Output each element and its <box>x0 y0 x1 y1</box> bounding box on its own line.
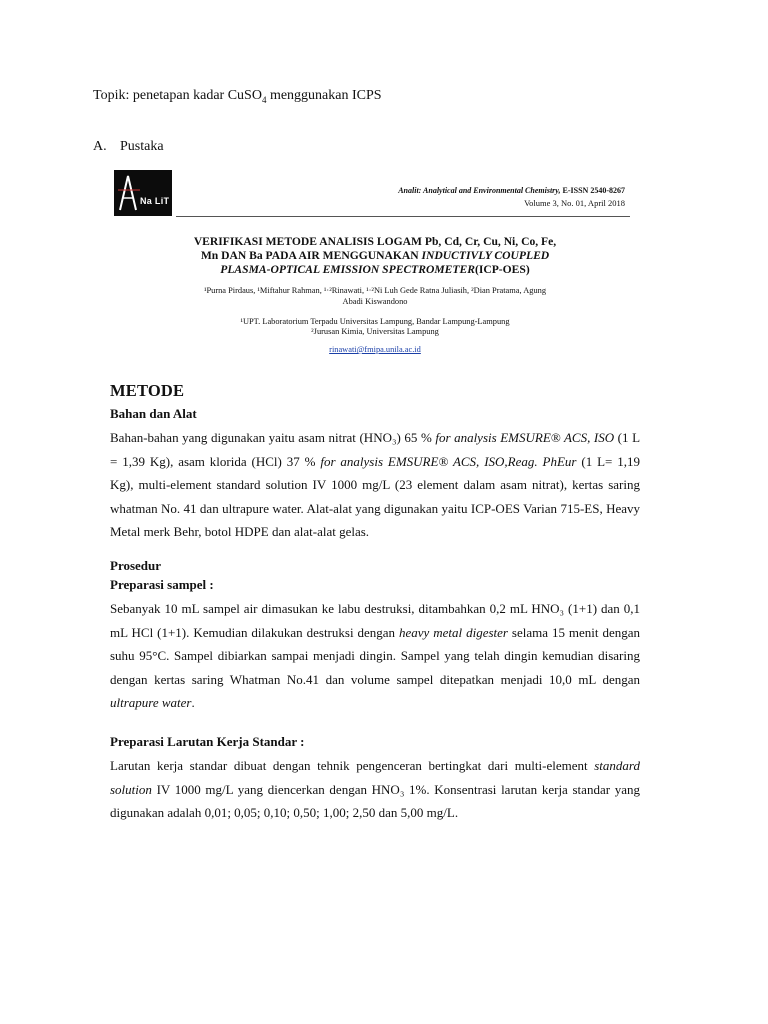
preparasi-sampel-paragraph <box>110 597 640 715</box>
section-heading <box>93 139 164 155</box>
affiliations <box>110 317 640 337</box>
prep-text-2: heavy metal digester <box>399 624 508 640</box>
journal-title: Analit: Analytical and Environmental Chemistry, <box>398 186 561 195</box>
prep-text-3: selama 15 menit dengan suhu 95°C. Sampel dibiarkan sampai menjadi dingin. Sampel yang telah dingin kemudian disaring dengan kertas saring Whatman No.41 dan volume sampel ditepatkan menjadi 10,0 mL dengan <box>110 624 640 687</box>
larutan-standar-paragraph <box>110 754 640 825</box>
journal-logo <box>114 170 172 216</box>
topic-prefix: Topik: penetapan kadar CuSO <box>93 88 262 103</box>
bahan-text-1: Bahan-bahan yang digunakan yaitu asam nitrat (HNO₃) 65 % <box>110 430 436 445</box>
title-line-2-normal: Mn DAN Ba PADA AIR MENGGUNAKAN <box>200 249 422 262</box>
authors-line-2: Abadi Kiswandono <box>342 297 408 306</box>
title-line-3 <box>110 263 640 277</box>
title-line-2 <box>110 249 640 263</box>
authors <box>110 285 640 307</box>
bahan-alat-heading: Bahan dan Alat <box>110 406 197 421</box>
topic-line <box>93 88 382 105</box>
paper-title <box>110 235 640 277</box>
std-text-3: IV 1000 mg/L yang diencerkan dengan HNO₃ 1%. Konsentrasi larutan kerja standar yang digunakan adalah 0,01; 0,05; 0,10; 0,50; 1,00; 2,50 dan 5,00 mg/L. <box>110 781 640 821</box>
prosedur-heading: Prosedur <box>110 557 162 573</box>
logo-mark-icon <box>114 170 172 216</box>
authors-line-1: ¹Purna Pirdaus, ¹Miftahur Rahman, ¹·²Rinawati, ¹·²Ni Luh Gede Ratna Juliasih, ²Dian Pratama, Agung <box>203 286 547 295</box>
bahan-text-5: for analysis EMSURE® ACS, ISO,Reag. <box>320 453 538 469</box>
title-line-3-normal: (ICP-OES) <box>474 263 530 276</box>
email-link[interactable]: rinawati@fmipa.unila.ac.id <box>329 345 421 354</box>
std-text-1: Larutan kerja standar dibuat dengan tehnik pengenceran bertingkat dari multi-element <box>110 757 595 773</box>
bahan-text-2: for analysis EMSURE® ACS, <box>435 430 591 445</box>
section-number: A. <box>93 139 107 154</box>
prep-text-4: ultrapure water <box>110 695 192 711</box>
bahan-text-4: (1 L = 1,39 Kg), asam klorida (HCl) 37 % <box>110 430 641 469</box>
title-line-1: VERIFIKASI METODE ANALISIS LOGAM Pb, Cd, Cr, Cu, Ni, Co, Fe, <box>193 235 557 248</box>
topic-suffix: menggunakan ICPS <box>266 88 382 103</box>
topic-subscript: 4 <box>261 94 267 105</box>
header-divider <box>176 216 630 217</box>
bahan-alat-paragraph <box>110 426 640 544</box>
prep-text-1: Sebanyak 10 mL sampel air dimasukan ke labu destruksi, ditambahkan 0,2 mL HNO₃ (1+1) dan 0,1 mL HCl (1+1). Kemudian dilakukan destruksi dengan <box>110 600 640 640</box>
bahan-text-7: (1 L= 1,19 Kg), multi-element standard solution IV 1000 mg/L (23 element dalam asam nitrat), kertas saring whatman No. 41 dan ultrapure water. Alat-alat yang digunakan yaitu ICP-OES Varian 715-ES, Heavy Metal merk Behr, botol HDPE dan alat-alat gelas. <box>110 453 640 540</box>
title-line-3-italic: PLASMA-OPTICAL EMISSION SPECTROMETER <box>220 263 475 276</box>
metode-heading: METODE <box>110 381 185 400</box>
journal-volume: Volume 3, No. 01, April 2018 <box>524 198 625 208</box>
affiliation-2: ²Jurusan Kimia, Universitas Lampung <box>311 327 439 336</box>
std-text-2: standard solution <box>110 757 640 797</box>
journal-header <box>110 170 640 222</box>
bahan-text-6: PhEur <box>542 453 577 469</box>
section-title: Pustaka <box>120 139 164 154</box>
prep-text-5: . <box>191 695 195 711</box>
logo-text: Na LiT <box>140 196 170 206</box>
affiliation-1: ¹UPT. Laboratorium Terpadu Universitas Lampung, Bandar Lampung-Lampung <box>240 317 510 326</box>
bahan-text-3: ISO <box>593 430 615 445</box>
title-line-2-italic: INDUCTIVLY COUPLED <box>421 249 550 262</box>
journal-issn: E-ISSN 2540-8267 <box>562 186 625 195</box>
paper-excerpt-image <box>110 170 640 825</box>
larutan-standar-heading: Preparasi Larutan Kerja Standar : <box>110 733 305 749</box>
preparasi-sampel-heading: Preparasi sampel : <box>110 576 214 592</box>
journal-name <box>398 186 625 195</box>
